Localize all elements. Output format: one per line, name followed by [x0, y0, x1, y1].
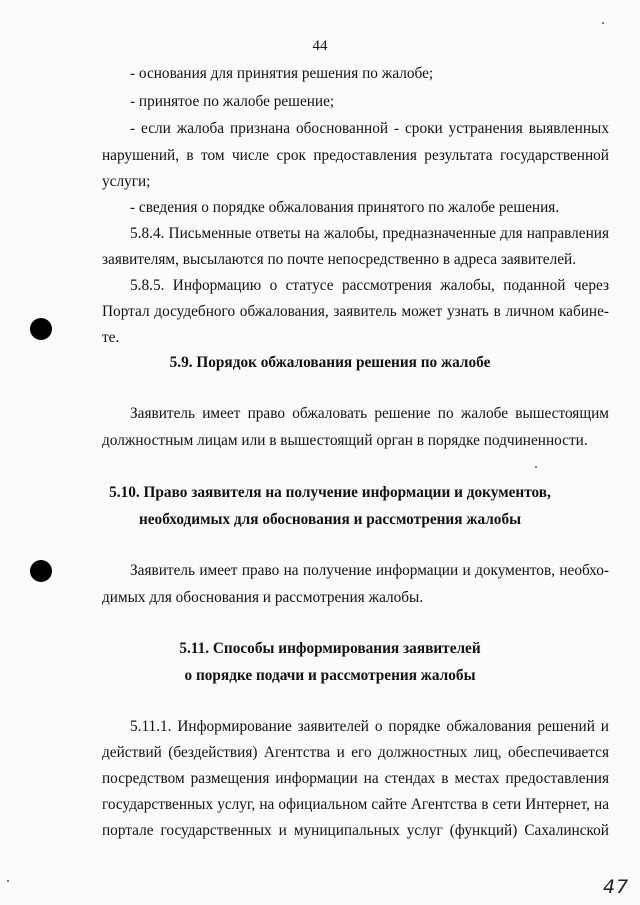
text-line: - если жалоба признана обоснованной - сроки устранения выявленных — [130, 120, 609, 137]
text-line: посредством размещения информации на стендах в местах предоставления — [102, 770, 609, 787]
text-line: Заявитель имеет право обжаловать решение по жалобе вышестоящим — [130, 405, 609, 422]
text-line: - основания для принятия решения по жалобе; — [130, 65, 434, 82]
scan-speck — [535, 466, 537, 468]
page-number: 44 — [312, 38, 328, 54]
handwritten-page-number: 47 — [603, 876, 630, 898]
text-line: 5.11.1. Информирование заявителей о порядке обжалования решений и — [130, 718, 609, 735]
text-line: государственных услуг, на официальном сайте Агентства в сети Интернет, на — [102, 796, 609, 813]
text-line: Заявитель имеет право на получение информации и документов, необхо- — [130, 562, 609, 579]
section-heading: 5.11. Способы информирования заявителей — [179, 640, 481, 657]
text-line: - сведения о порядке обжалования принятого по жалобе решения. — [130, 199, 560, 216]
text-line: должностным лицам или в вышестоящий орган в порядке подчиненности. — [102, 432, 588, 449]
text-line: услуги; — [102, 173, 151, 190]
text-line: Портал досудебного обжалования, заявитель может узнать в личном кабине- — [102, 303, 609, 320]
section-heading: о порядке подачи и рассмотрения жалобы — [184, 667, 476, 684]
punch-hole — [30, 318, 52, 340]
text-line: димых для обоснования и рассмотрения жалобы. — [102, 589, 424, 606]
text-line: заявителям, высылаются по почте непосредственно в адреса заявителей. — [102, 251, 577, 268]
text-line: действий (бездействия) Агентства и его должностных лиц, обеспечивается — [102, 744, 609, 761]
text-line: 5.8.4. Письменные ответы на жалобы, предназначенные для направления — [130, 225, 609, 242]
scan-speck — [7, 880, 9, 882]
scan-speck — [602, 22, 604, 24]
text-line: те. — [102, 329, 120, 346]
text-line: 5.8.5. Информацию о статусе рассмотрения жалобы, поданной через — [130, 277, 609, 294]
section-heading: 5.10. Право заявителя на получение информации и документов, — [109, 484, 551, 501]
section-heading: 5.9. Порядок обжалования решения по жалобе — [169, 354, 491, 371]
text-line: портале государственных и муниципальных услуг (функций) Сахалинской — [102, 822, 609, 839]
punch-hole — [30, 560, 52, 582]
text-line: нарушений, в том числе срок предоставления результата государственной — [102, 147, 609, 164]
section-heading: необходимых для обоснования и рассмотрения жалобы — [138, 511, 522, 528]
text-line: - принятое по жалобе решение; — [130, 93, 335, 110]
